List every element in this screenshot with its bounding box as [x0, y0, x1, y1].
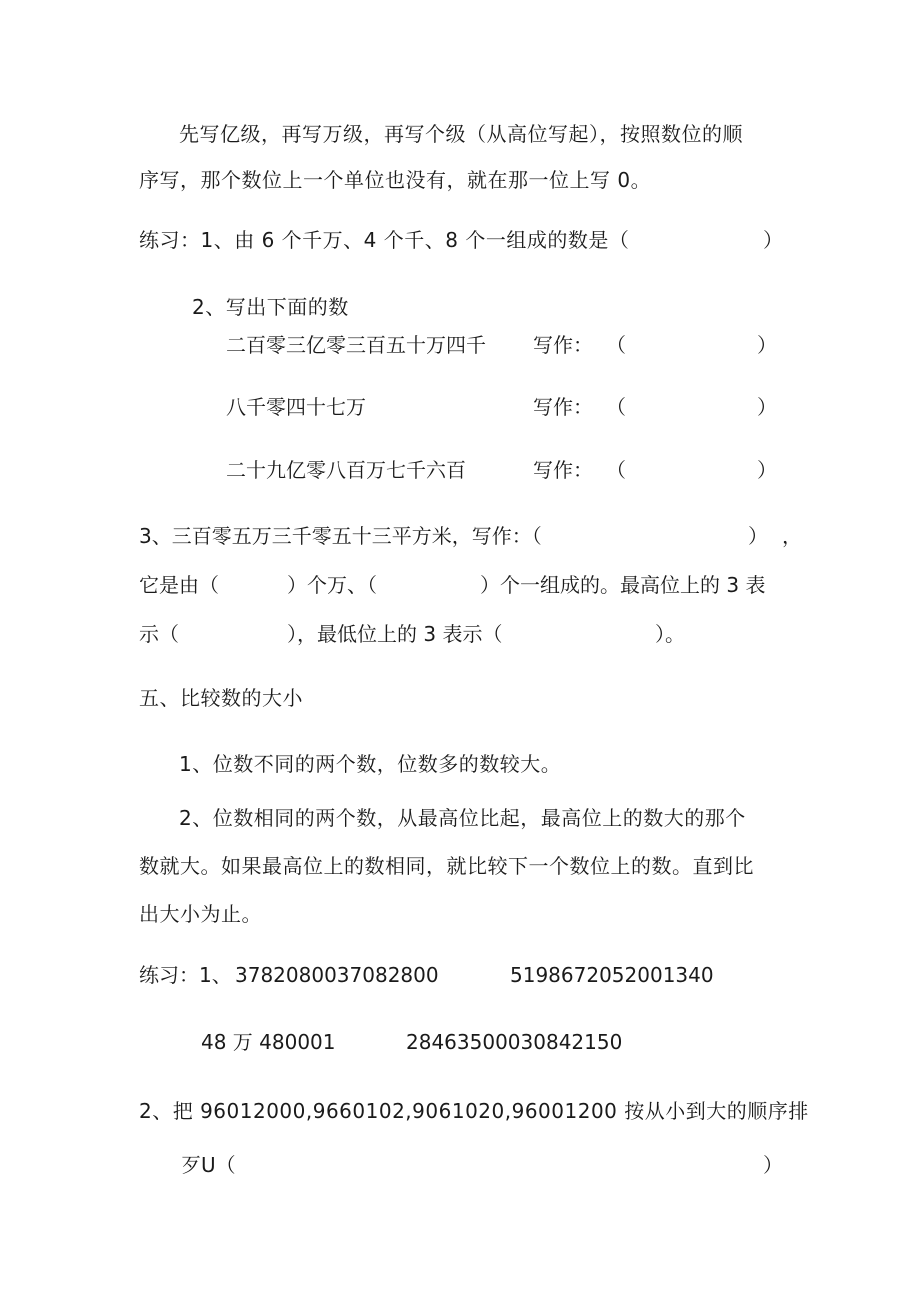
number-words: 二百零三亿零三百五十万四千	[226, 333, 486, 357]
exercise-1-answer-close: ）	[763, 228, 783, 252]
rule-2-line-1: 2、位数相同的两个数，从最高位比起，最高位上的数大的那个	[179, 806, 746, 830]
exercise-1-question: 练习：1、由 6 个千万、4 个千、8 个一组成的数是（	[139, 228, 630, 252]
compare-number-2: 5198672052001340	[510, 963, 714, 987]
rule-1: 1、位数不同的两个数，位数多的数较大。	[179, 752, 562, 776]
section-5-heading: 五、比较数的大小	[139, 686, 303, 710]
exercise-2-heading: 2、写出下面的数	[192, 295, 349, 319]
answer-open: （	[606, 395, 626, 419]
sort-exercise-question: 2、把 96012000,9660102,9061020,96001200 按从小到大的顺序排	[139, 1099, 809, 1123]
answer-open: （	[606, 333, 626, 357]
sort-exercise-answer-close: ）	[763, 1153, 783, 1177]
exercise-3-line-2-c: ）个一组成的。最高位上的 3 表	[480, 573, 766, 597]
rule-2-line-3: 出大小为止。	[139, 902, 262, 926]
write-label: 写作：	[533, 395, 593, 419]
exercise-3-comma: ，	[782, 524, 802, 548]
intro-paragraph-line-2: 序写，那个数位上一个单位也没有，就在那一位上写 0。	[139, 168, 652, 192]
compare-exercise-label: 练习：1、	[139, 963, 232, 987]
exercise-3-line-3-b: ），最低位上的 3 表示（	[287, 622, 503, 646]
compare-number-3: 48 万 480001	[201, 1030, 336, 1054]
exercise-3-answer-close: ）	[748, 524, 768, 548]
intro-paragraph-line-1: 先写亿级，再写万级，再写个级（从高位写起），按照数位的顺	[179, 122, 743, 146]
answer-close: ）	[757, 395, 777, 419]
exercise-3-line-3-c: ）。	[655, 622, 685, 646]
answer-close: ）	[757, 333, 777, 357]
compare-number-1: 3782080037082800	[235, 963, 439, 987]
exercise-3-line-3-a: 示（	[139, 622, 179, 646]
exercise-3-line-2-a: 它是由（	[139, 573, 219, 597]
write-label: 写作：	[533, 333, 593, 357]
exercise-3-line-2-b: ）个万、（	[287, 573, 377, 597]
number-words: 二十九亿零八百万七千六百	[226, 458, 466, 482]
compare-number-4: 28463500030842150	[406, 1030, 623, 1054]
exercise-3-question: 3、三百零五万三千零五十三平方米，写作：（	[139, 524, 542, 548]
answer-open: （	[606, 458, 626, 482]
rule-2-line-2: 数就大。如果最高位上的数相同，就比较下一个数位上的数。直到比	[139, 854, 754, 878]
number-words: 八千零四十七万	[226, 395, 366, 419]
answer-close: ）	[757, 458, 777, 482]
sort-exercise-continuation: 歹U（	[181, 1153, 236, 1177]
write-label: 写作：	[533, 458, 593, 482]
